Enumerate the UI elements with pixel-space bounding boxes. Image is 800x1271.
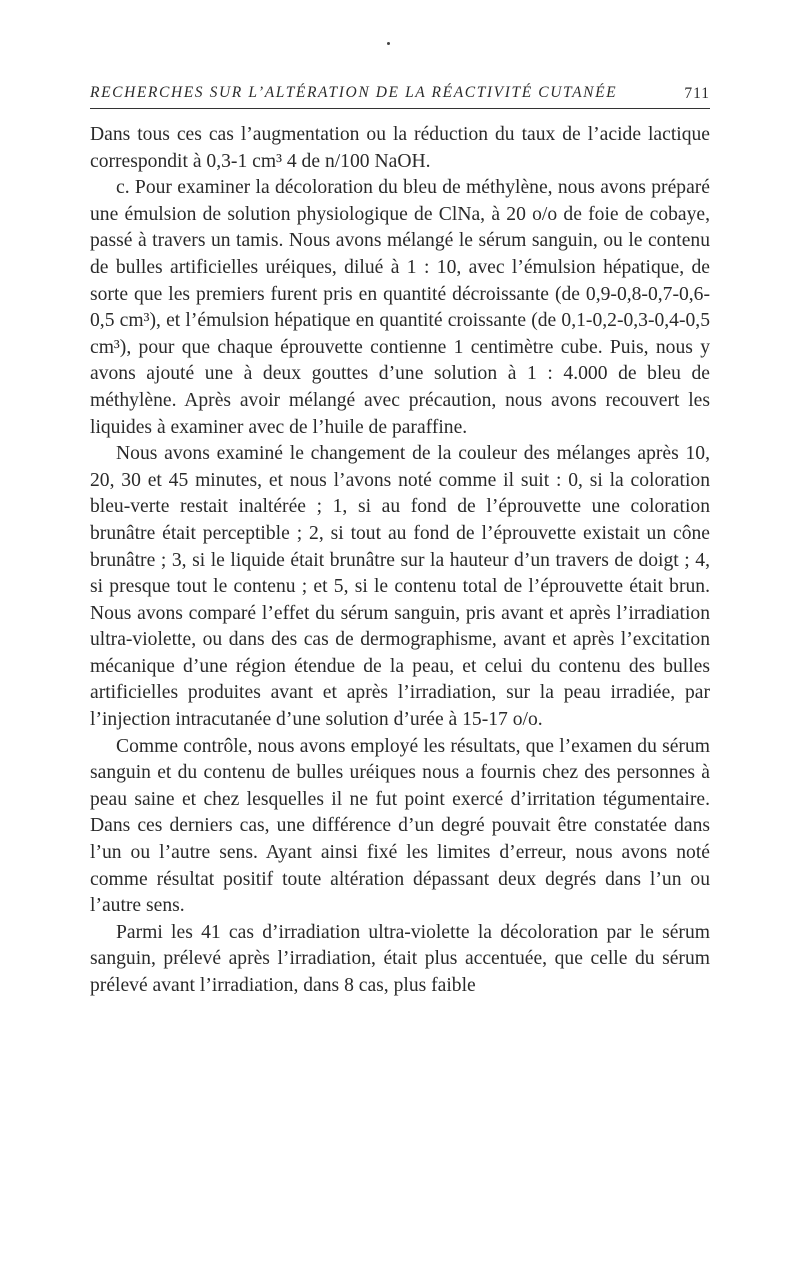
paragraph-5: Parmi les 41 cas d’irradiation ultra-violette la décoloration par le sérum sanguin, prélevé après l’irradiation, était plus accentuée, que celle du sérum prélevé avant l’irradiation, dans 8 cas, plus faible	[90, 921, 710, 996]
paragraph-1: Dans tous ces cas l’augmentation ou la réduction du taux de l’acide lactique correspondit à 0,3-1 cm³ 4 de n/100 NaOH.	[90, 124, 710, 172]
running-title: RECHERCHES SUR L’ALTÉRATION DE LA RÉACTIVITÉ CUTANÉE	[90, 84, 618, 101]
print-speck	[387, 42, 390, 45]
paragraph-3: Nous avons examiné le changement de la couleur des mélanges après 10, 20, 30 et 45 minutes, et nous l’avons noté comme il suit : 0, si la coloration bleu-verte restait inaltérée ; 1, si au fond de l’éprouvette une coloration brunâtre était perceptible ; 2, si tout au fond de l’éprouvette existait un cône brunâtre ; 3, si le liquide était brunâtre sur la hauteur d’un travers de doigt ; 4, si presque tout le contenu ; et 5, si le contenu total de l’éprouvette était brun. Nous avons comparé l’effet du sérum sanguin, pris avant et après l’irradiation ultra-violette, ou dans des cas de dermographisme, avant et après l’excitation mécanique d’une région étendue de la peau, et celui du contenu des bulles artificielles produites avant et après l’irradiation, sur la peau irradiée, par l’injection intracutanée d’une solution d’urée à 15-17 o/o.	[90, 443, 710, 731]
paragraph-2: c. Pour examiner la décoloration du bleu de méthylène, nous avons préparé une émulsion de solution physiologique de ClNa, à 20 o/o de foie de cobaye, passé à travers un tamis. Nous avons mélangé le sérum sanguin, ou le contenu de bulles artificielles uréiques, dilué à 1 : 10, avec l’émulsion hépatique, de sorte que les premiers furent pris en quantité décroissante (de 0,9-0,8-0,7-0,6-0,5 cm³), et l’émulsion hépatique en quantité croissante (de 0,1-0,2-0,3-0,4-0,5 cm³), pour que chaque éprouvette contienne 1 centimètre cube. Puis, nous y avons ajouté une à deux gouttes d’une solution à 1 : 4.000 de bleu de méthylène. Après avoir mélangé avec précaution, nous avons recouvert les liquides à examiner avec de l’huile de paraffine.	[90, 177, 710, 438]
running-header	[90, 80, 710, 109]
body-text	[90, 122, 710, 1000]
page-number: 711	[684, 85, 710, 102]
paragraph-4: Comme contrôle, nous avons employé les résultats, que l’examen du sérum sanguin et du contenu de bulles uréiques nous a fournis chez des personnes à peau saine et chez lesquelles il ne fut point exercé d’irritation tégumentaire. Dans ces derniers cas, une différence d’un degré pouvait être constatée dans l’un ou l’autre sens. Ayant ainsi fixé les limites d’erreur, nous avons noté comme résultat positif toute altération dépassant deux degrés dans l’un ou l’autre sens.	[90, 735, 710, 917]
